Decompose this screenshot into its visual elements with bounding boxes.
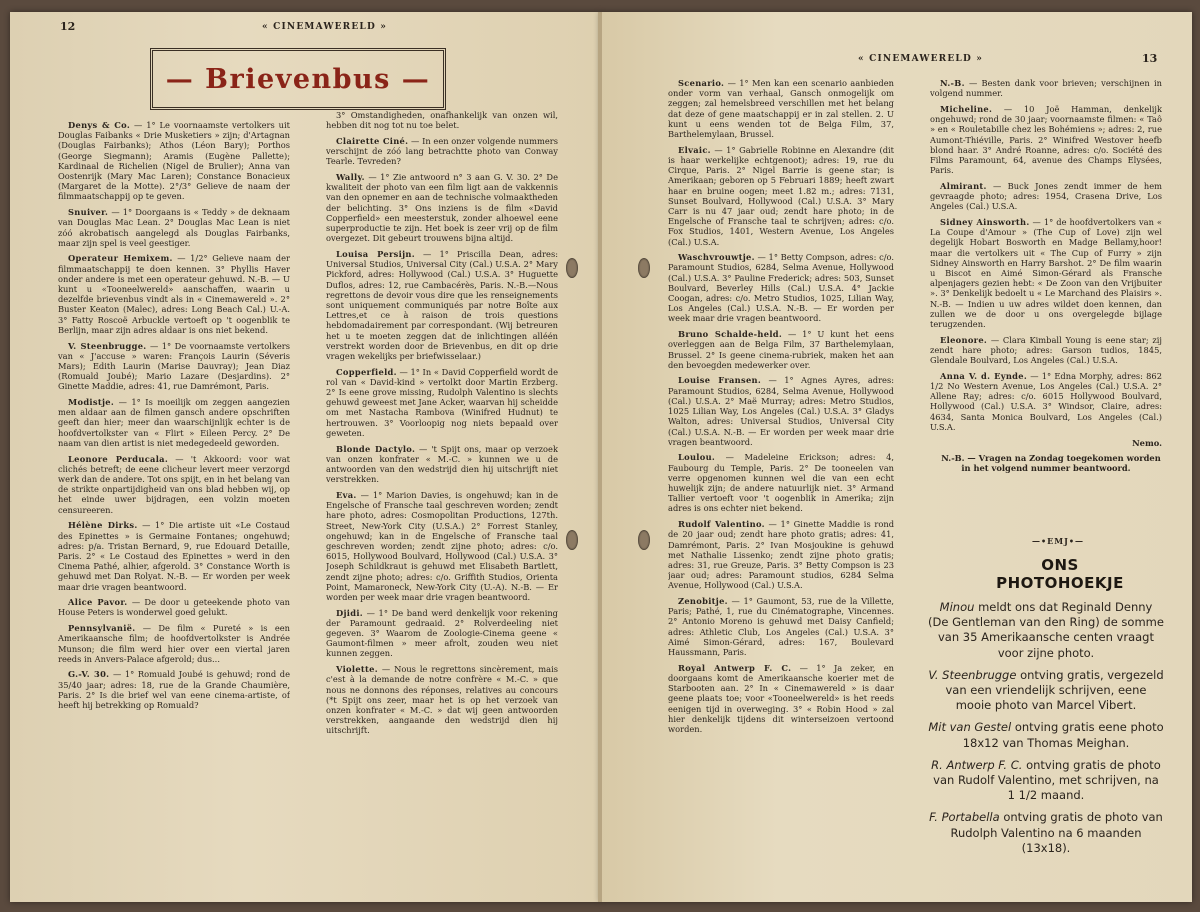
reply-text: — 1° Le voornaamste vertolkers uit Douglas Faibanks « Drie Musketiers » zijn; d'Artagnan (Douglas Fairbanks); Athos (Léon Bary); Porthos (George Siegmann); Aramis (Eugène Pallette); Kardinaal de Richelien (Nigel de Brulier); Anna van Oostenrijk (Mary Mac Laren); Constance Bonacieux (Margaret de la Motte). 2°/3° Gelieve de naam der filmmaatschappij op te geven.	[58, 120, 290, 202]
correspondent-name: Snuiver.	[68, 207, 109, 218]
reply-text: — Besten dank voor brieven; verschijnen in volgend nummer.	[930, 78, 1162, 99]
right-page-number: 13	[1142, 52, 1158, 65]
letter-entry	[326, 136, 558, 167]
letter-entry	[668, 663, 894, 734]
punch-hole	[566, 258, 578, 278]
letter-entry	[58, 623, 290, 664]
reply-text: — 1° Betty Compson, adres: c/o. Paramount Studios, 6284, Selma Avenue, Hollywood (Cal.) U.S.A. 3° Pauline Frederick; adres: 503, Sunset Boulvard, Beverley Hills (Cal.) U.S.A. 4° Jackie Coogan, adres: c/o. Metro Studios, 1025, Lilian Way, Los Angeles (Cal.) U.S.A. N.-B. — Er worden per week maar drie vragen beantwoord.	[668, 252, 894, 324]
letter-entry	[58, 341, 290, 392]
reply-text: — 1° Ja zeker, en doorgaans komt de Amerikaansche koerier met de Starbooten aan. 2° In « Cinemawereld » is daar geene plaats toe; voor «Tooneelwereld» is het reeds eenigen tijd in overweging. 3° « Robin Hood » zal hier denkelijk tijdens dit winterseizoen vertoond worden.	[668, 662, 894, 734]
correspondent-name: Elvaic.	[678, 144, 711, 155]
correspondent-name: G.-V. 30.	[68, 669, 110, 680]
reply-text: — Madeleine Erickson; adres: 4, Faubourg du Temple, Paris. 2° De tooneelen van verre opgenomen kunnen wel die van een echt huwelijk zijn; de andere natuurlijk niet. 3° Armand Tallier vertoeft voor 't oogenblik in Amerika; zijn adres is ons echter niet bekend.	[668, 452, 894, 514]
letter-entry	[58, 120, 290, 202]
reply-text: — De door u geteekende photo van House Peters is wonderwel goed gelukt.	[58, 597, 290, 618]
signature: Nemo.	[1132, 437, 1162, 448]
letter-entry	[58, 669, 290, 710]
deadline-notice: N.-B. — Vragen na Zondag toegekomen worden in het volgend nummer beantwoord.	[941, 453, 1161, 474]
reply-text: — 't Akkoord: voor wat clichés betreft; de eene clicheur levert meer verzorgd werk dan de andere. Tot ons spijt, en in het belang van de strikte onpartijdigheid van ons blad hebben wij, op het einde uwer bijdragen, een volzin moeten censureeren.	[58, 453, 290, 515]
correspondent-name: Blonde Dactylo.	[336, 443, 416, 454]
reply-text: — 10 Joë Hamman, denkelijk ongehuwd; rond de 30 jaar; voornaamste filmen: « Taô » en « Rouletabille chez les Bohémiens »; adres: 2, rue Aumont-Thiéville, Paris. 2° Winifred Westover heefb blond haar. 3° André Roanne, adres: c/o. Société des Films Paramount, 64, avenue des Champs Elysées, Paris.	[930, 103, 1162, 176]
correspondent-name: Operateur Hemixem.	[68, 253, 173, 264]
correspondent-name: Anna V. d. Eynde.	[940, 370, 1028, 381]
left-header: « CINEMAWERELD »	[262, 22, 388, 32]
reply-text: — 1° Marion Davies, is ongehuwd; kan in de Engelsche of Fransche taal geschreven worden; zendt hare photo, adres: Cosmopolitan Productions, 127th. Street, New-York City (U.S.A.) 2° Forrest Stanley, ongehuwd; kan in de Engelsche of Fransche taal geschreven worden; zendt zijne photo; adres: c/o. 6015, Hollywood Boulvard, Hollywood (Cal.) U.S.A. 3° Joseph Schildkraut is gehuwd met Elisabeth Bartlett, zendt zijne photo; adres: c/o. Griffith Studios, Orienta Point, Mamaroneck, New-York City (U.-A). N.-B. — Er worden per week maar drie vragen beantwoord.	[326, 489, 558, 602]
correspondent-name: Bruno Schalde-held.	[678, 329, 783, 340]
letter-entry	[326, 172, 558, 243]
correspondent-name: Clairette Ciné.	[336, 135, 409, 146]
letter-entry	[668, 145, 894, 247]
reply-text: — 1° Agnes Ayres, adres: Paramount Studios, 6284, Selma Avenue, Hollywood (Cal.) U.S.A. 2° Maë Murray; adres: Metro Studios, 1025 Lilian Way, Los Angeles (Cal.) U.S.A. 3° Gladys Walton, adres: Universal Studios, Universal City (Cal.) U.S.A. N.-B. — Er worden per week maar drie vragen beantwoord.	[668, 375, 894, 447]
correspondent-name: Denys & Co.	[68, 120, 131, 130]
page-title: — Brievenbus —	[165, 63, 431, 95]
correspondent-name: Leonore Perducala.	[68, 453, 169, 464]
letter-entry	[326, 367, 558, 438]
correspondent-name: Zenobitje.	[678, 596, 728, 607]
correspondent-name: Eva.	[336, 489, 357, 500]
letter-entry	[58, 597, 290, 617]
punch-hole	[638, 530, 650, 550]
brievenbus-title-box	[150, 48, 446, 110]
letter-entry	[668, 329, 894, 370]
letter-entry	[668, 519, 894, 590]
correspondent-name: N.-B.	[940, 78, 965, 88]
reply-text: — 1° Priscilla Dean, adres: Universal Studios, Universal City (Cal.) U.S.A. 2° Mary Pickford, adres: Hollywood (Cal.) U.S.A. 3° Huguette Duflos, adres: 12, rue Cambacérès, Paris. N.-B.—Nous regrettons de devoir vous dire que les renseignements sont uniquement communiqués par notre Boîte aux Lettres,et ce à raison de trois questions hebdomadairement par correspondant. (Wij betreuren het u te moeten zeggen dat de inlichtingen alléén verstrekt worden door de Brievenbus, en dit op drie vragen wekelijks per briefwisselaar.)	[326, 248, 558, 361]
correspondent-name: Loulou.	[678, 452, 716, 463]
correspondent-name: Eleonore.	[940, 334, 988, 345]
correspondent-name: Almirant.	[940, 180, 987, 191]
reply-text: — 1° U kunt het eens overleggen aan de Belga Film, 37 Barthelemylaan, Brussel. 2° Is geene cinema-rubriek, maken het aan den bevoegden medewerker over.	[668, 329, 894, 370]
reply-text: — 1° Zie antwoord n° 3 aan G. V. 30. 2° De kwaliteit der photo van een film ligt aan de vakkennis van den opnemer en aan de technische volmaaktheden der belichting. 3° Ons inziens is de film «David Copperfield» een meesterstuk, zonder alhoewel eene superproductie te zijn. Het boek is zeer vrij op de film overgezet. Dit gebeurt trouwens bijna altijd.	[326, 172, 558, 244]
letter-entry	[668, 375, 894, 446]
letter-entry	[326, 249, 558, 361]
photo-item: R. Antwerp F. C. ontving gratis de photo van Rudolf Valentino, met schrijven, na 1 1/2 maand.	[931, 757, 1161, 803]
correspondent-name: Scenario.	[678, 78, 725, 88]
reply-text: — 1° De voornaamste vertolkers van « J'accuse » waren: François Laurin (Séveris Mars); Edith Laurin (Marise Dauvray); Jean Diaz (Romuald Joubé); Mario Lazare (Desjardins). 2° Ginette Maddie, adres: 41, rue Damrémont, Paris.	[58, 340, 290, 392]
letter-entry	[668, 596, 894, 657]
column-4	[930, 78, 1162, 523]
reply-text: — 1° Men kan een scenario aanbieden onder vorm van verhaal, Gansch onmogelijk om zeggen; zal hemelsbreed verschillen met het belang dat deze of gene maatschappij er in zal stellen. 2. U kunt u eens wenden tot de Belga Film, 37, Barthelemylaan, Brussel.	[668, 78, 894, 140]
column-2	[326, 110, 558, 810]
letter-entry	[930, 371, 1162, 432]
reply-text: — 1° Romuald Joubé is gehuwd; rond de 35/40 jaar; adres: 18, rue de la Grande Chaumière, Paris. 2° Is die brief wel van eene cinema-artiste, of heeft hij betrekking op Romuald?	[58, 669, 290, 711]
reply-text: — 't Spijt ons, maar op verzoek van onzen konfrater « M.-C. » kunnen we u de antwoorden van den wedstrijd dien hij uitschrijft niet verstrekken.	[326, 443, 558, 485]
letter-entry	[326, 664, 558, 735]
correspondent-name: Rudolf Valentino.	[678, 519, 765, 530]
correspondent-name: Micheline.	[940, 103, 993, 114]
letter-entry	[326, 490, 558, 602]
reply-text: 3° Omstandigheden, onafhankelijk van onzen wil, hebben dit nog tot nu toe belet.	[326, 110, 558, 131]
photo-item: V. Steenbrugge ontving gratis, vergezeld van een vriendelijk schrijven, eene mooie photo van Marcel Vibert.	[928, 667, 1164, 713]
punch-hole	[638, 258, 650, 278]
letter-entry	[58, 397, 290, 448]
photo-item: Mit van Gestel ontving gratis eene photo 18x12 van Thomas Meighan.	[928, 720, 1164, 750]
reply-text: — 1° Die artiste uit «Le Costaud des Epinettes » is Germaine Fontanes; ongehuwd; adres: p/a. Tristan Bernard, 9, rue Edouard Detaille, Paris. 2° « Le Costaud des Epinettes » werd in den Cinema Pathé, alhier, afgerold. 3° Constance Worth is gehuwd met Dan Rolyat. N.-B. — Er worden per week maar drie vragen beantwoord.	[58, 520, 290, 592]
correspondent-name: Alice Pavor.	[68, 597, 128, 608]
reply-text: — 1° Edna Morphy, adres: 862 1/2 No Western Avenue, Los Angeles (Cal.) U.S.A. 2° Allene Ray; adres: c/o. 6015 Hollywood Boulvard, Hollywood (Cal.) U.S.A. 3° Windsor, Claire, adres: 4634, Santa Monica Boulvard, Los Angeles (Cal.) U.S.A.	[930, 370, 1162, 432]
reply-text: — Clara Kimball Young is eene star; zij zendt hare photo; adres: Garson tudios, 1845, Glendale Boulvard, Los Angeles (Cal.) U.S.A.	[930, 334, 1162, 366]
letter-entry	[930, 335, 1162, 366]
letter-entry	[930, 217, 1162, 329]
correspondent-name: Copperfield.	[336, 366, 397, 377]
reply-text: — 1° de hoofdvertolkers van « La Coupe d'Amour » (The Cup of Love) zijn wel degelijk Hobart Bosworth en Madge Bellamy,hoor! maar die vertolkers uit « The Cup of Furry » zijn Sidney Ainsworth en Harry Barshot. 2° De film waarin u Biscot en Aimé Simon-Gérard als Fransche alpenjagers gezien hebt: « De Zoon van den Vrijbuiter ». 3° Denkelijk bedoelt u « Le Marchand des Plaisirs ». N.-B. — Indien u uw adres wildet doen kennen, dan zullen we de door u ons overgelegde bijlage terugzenden.	[930, 216, 1162, 329]
reply-text: — De film « Pureté » is een Amerikaansche film; de hoofdvertolkster is Andrée Munson; die film werd hier over een viertal jaren reeds in Anvers-Palace afgerold; dus...	[58, 623, 290, 664]
reply-text: — 1° Gaumont, 53, rue de la Villette, Paris; Pathé, 1, rue du Cinématographe, Vincennes. 2° Antonio Moreno is gehuwd met Daisy Canfield; adres: Athletic Club, Los Angeles (Cal.) U.S.A. 3° Aimé Simon-Gérard, adres: 167, Boulevard Haussmann, Paris.	[668, 596, 894, 658]
column-3	[668, 78, 894, 838]
correspondent-name: Djidi.	[336, 607, 363, 618]
correspondent-name: Violette.	[336, 664, 378, 675]
reply-text: — Nous le regrettons sincèrement, mais c'est à la demande de notre confrère « M.-C. » que nous ne donnons des réponses, relatives au concours (*t Spijt ons zeer, maar het is op het verzoek van onzen konfrater « M.-C. » dat wij geen antwoorden verstrekken, aangaande den wedstrijd dien hij uitschrijft.	[326, 664, 558, 736]
letter-entry	[930, 78, 1162, 98]
letter-entry	[668, 78, 894, 139]
letter-entry	[58, 454, 290, 515]
correspondent-name: Hélène Dirks.	[68, 520, 138, 531]
correspondent-name: Pennsylvanië.	[68, 623, 136, 634]
correspondent-name: Waschvrouwtje.	[678, 252, 755, 263]
letter-entry	[668, 452, 894, 513]
ornament: —•EMJ•—	[1032, 536, 1084, 546]
right-header: « CINEMAWERELD »	[858, 54, 984, 64]
correspondent-name: Modistje.	[68, 397, 115, 408]
correspondent-name: Royal Antwerp F. C.	[678, 662, 792, 673]
letter-entry	[58, 520, 290, 591]
reply-text: — 1° Gabrielle Robinne en Alexandre (dit is haar werkelijke echtgenoot); adres: 19, rue du Cirque, Paris. 2° Nigel Barrie is geene star; is Amerikaan; geboren op 5 Februari 1889; heeft zwart haar en bruine oogen; meet 1.82 m.; adres: 7131, Sunset Boulvard, Hollywood (Cal.) U.S.A. 3° Mary Carr is nu 47 jaar oud; zendt hare photo; in de Engelsche of Fransche taal te schrijven; adres: c/o. Fox Studios, 1401, Western Avenue, Los Angeles (Cal.) U.S.A.	[668, 144, 894, 247]
reply-text: — 1° Is moeilijk om zeggen aangezien men aldaar aan de filmen gansch andere opschriften geeft dan hier; meer dan waarschijnlijk echter is de hoofdvertolkster van « Flirt » Eileen Percy. 2° De naam van dien artist is niet medegedeeld geworden.	[58, 397, 290, 448]
photo-corner-heading: ONS PHOTOHOEKJE	[996, 556, 1124, 592]
correspondent-name: V. Steenbrugge.	[68, 340, 147, 351]
reply-text: — In een onzer volgende nummers verschijnt de zóó lang betrachtte photo van Conway Tearle. Tevreden?	[326, 135, 558, 167]
reply-text: — 1° De band werd denkelijk voor rekening der Paramount gedraaid. 2° Rolverdeeling niet gegeven. 3° Waarom de Zoologie-Cinema geene « Gaumont-filmen » meer afrolt, zouden weu niet kunnen zeggen.	[326, 607, 558, 659]
column-1	[58, 120, 290, 810]
reply-text: — 1° In « David Copperfield wordt de rol van « David-kind » vertolkt door Martin Erzberg. 2° Is eene grove missing, Rudolph Valentino is slechts gehuwd geweest met Jane Acker, waarvan hij scheidde om met Nastacha Rambova (Winifred Hudnut) te hertrouwen. 3° Voorloopig nog niets bepaald over geweten.	[326, 366, 558, 438]
letter-entry	[326, 444, 558, 485]
letter-entry	[668, 252, 894, 323]
letter-entry	[930, 104, 1162, 175]
reply-text: — Buck Jones zendt immer de hem gevraagde photo; adres: 1954, Crasena Drive, Los Angeles (Cal.) U.S.A.	[930, 180, 1162, 212]
page-gutter	[598, 12, 602, 902]
reply-text: — 1° Ginette Maddie is rond de 20 jaar oud; zendt hare photo gratis; adres: 41, Damrémont, Paris. 2° Ivan Mosjoukine is gehuwd met Nathalie Lissenko; zendt zijne photo gratis; adres: 31, rue Greuze, Paris. 3° Betty Compson is 23 jaar oud; adres: Paramount studios, 6284 Selma Avenue, Hollywood (Cal.) U.S.A.	[668, 519, 894, 591]
letter-entry	[326, 110, 558, 130]
correspondent-name: Sidney Ainsworth.	[940, 216, 1030, 227]
letter-entry	[58, 207, 290, 248]
left-page-number: 12	[60, 20, 76, 33]
reply-text: — 1/2° Gelieve naam der filmmaatschappij te doen kennen. 3° Phyllis Haver onder andere is met een operateur gehuwd. N.-B. — U kunt u «Tooneelwereld» aanschaffen, waarin u dezelfde brievenbus vindt als in « Cinemawereld ». 2° Buster Keaton (Malec), adres: Long Beach Cal.) U.-A. 3° Fatty Roscoë Arbuckle vertoeft op 't oogenblik te Berlijn, maar zijn adres aldaar is ons niet bekend.	[58, 253, 290, 335]
reply-text: — 1° Doorgaans is « Teddy » de deknaam van Douglas Mac Lean. 2° Douglas Mac Lean is niet zóó akrobatisch aangelegd als Douglas Fairbanks, maar zijn spel is veel geestiger.	[58, 207, 290, 248]
letter-entry	[326, 608, 558, 659]
letter-entry	[58, 253, 290, 335]
photo-corner-column	[928, 600, 1164, 863]
correspondent-name: Louisa Persijn.	[336, 248, 415, 259]
correspondent-name: Wally.	[336, 172, 365, 183]
punch-hole	[566, 530, 578, 550]
correspondent-name: Louise Fransen.	[678, 375, 762, 386]
photo-item: Minou meldt ons dat Reginald Denny (De Gentleman van den Ring) de somme van 35 Amerikaansche centen vraagt voor zijne photo.	[928, 600, 1164, 660]
photo-item: F. Portabella ontving gratis de photo van Rudolph Valentino na 6 maanden (13x18).	[929, 810, 1163, 855]
letter-entry	[930, 181, 1162, 212]
